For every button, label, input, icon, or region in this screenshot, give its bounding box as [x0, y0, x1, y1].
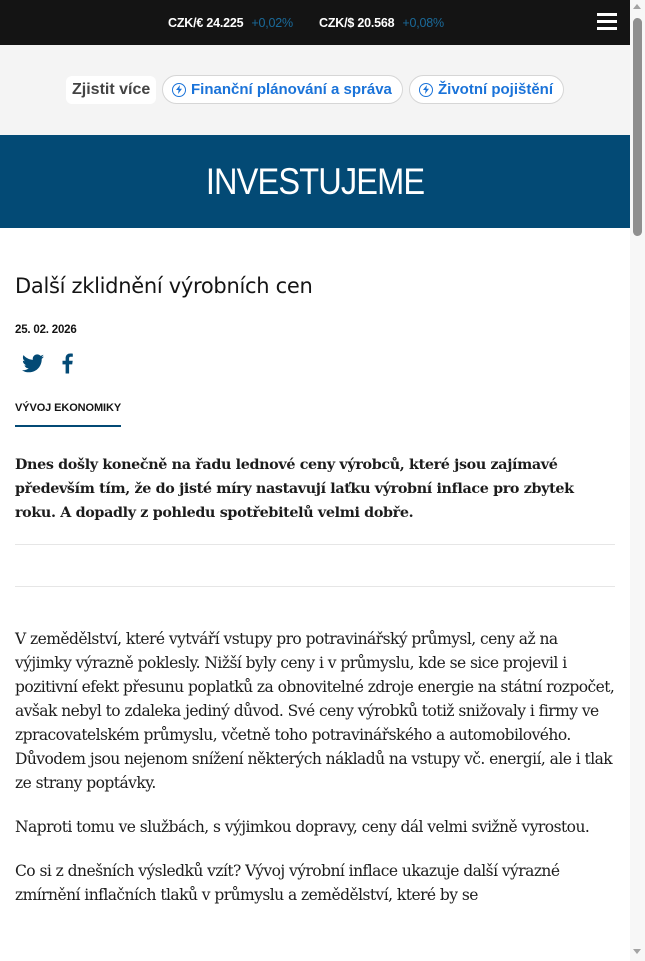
twitter-icon[interactable]: [21, 352, 45, 374]
ticker-eur-rate: CZK/€ 24.225: [168, 15, 244, 30]
ticker-usd: [319, 0, 444, 45]
category-tag[interactable]: VÝVOJ EKONOMIKY: [15, 402, 121, 427]
ticker-usd-rate: CZK/$ 20.568: [319, 15, 395, 30]
bolt-circle-icon: [419, 83, 433, 97]
bolt-circle-icon: [172, 83, 186, 97]
facebook-icon[interactable]: [60, 351, 74, 375]
brand-logo[interactable]: INVESTUJEME: [205, 160, 425, 202]
learn-more-strip: [0, 45, 630, 135]
article-paragraph: Naproti tomu ve službách, s výjimkou dopravy, ceny dál velmi svižně vyrostou.: [15, 818, 590, 836]
currency-ticker-bar: [0, 0, 630, 45]
article-paragraph: V zemědělství, které vytváří vstupy pro potravinářský průmysl, ceny až na výjimky výrazně poklesly. Nižší byly ceny i v průmyslu, kde se sice projevil i pozitivní efekt přesunu poplatků za obnovitelné zdroje energie na státní rozpočet, avšak nebyl to zdaleka jediný důvod. Své ceny výrobků totiž snižovaly i firmy ve zpracovatelském průmyslu, včetně toho potravinářského a automobilového. Důvodem jsou nejenom snížení některých nákladů na vstupy vč. energií, ale i tlak ze strany poptávky.: [15, 630, 615, 792]
scroll-down-arrow-icon[interactable]: [633, 949, 641, 954]
scrollbar-thumb[interactable]: [633, 18, 642, 236]
brand-banner: [0, 135, 630, 228]
article-title: Další zklidnění výrobních cen: [15, 274, 313, 298]
learn-more-label: Zjistit více: [66, 76, 156, 104]
divider: [15, 544, 615, 545]
ticker-usd-change: +0,08%: [402, 15, 444, 30]
link-financial-planning[interactable]: [162, 75, 403, 104]
ticker-eur: [168, 0, 293, 45]
hamburger-icon[interactable]: [597, 13, 617, 31]
article-date: 25. 02. 2026: [15, 324, 77, 336]
article-perex: Dnes došly konečně na řadu lednové ceny výrobců, které jsou zajímavé především tím, že do jisté míry nastavují laťku výrobní inflace pro zbytek roku. A dopadly z pohledu spotřebitelů velmi dobře.: [15, 457, 574, 521]
divider: [15, 586, 615, 587]
article-body: [15, 627, 615, 907]
link-financial-planning-label: Finanční plánování a správa: [191, 81, 392, 98]
share-buttons: [15, 350, 615, 376]
link-life-insurance[interactable]: [409, 75, 564, 104]
scroll-up-arrow-icon[interactable]: [633, 4, 641, 9]
vertical-scrollbar[interactable]: [630, 0, 645, 961]
article: [0, 272, 630, 907]
article-paragraph: Co si z dnešních výsledků vzít? Vývoj výrobní inflace ukazuje další výrazné zmírnění inflačních tlaků v průmyslu a zemědělství, které by se: [15, 862, 560, 904]
ticker-eur-change: +0,02%: [251, 15, 293, 30]
link-life-insurance-label: Životní pojištění: [438, 81, 553, 98]
